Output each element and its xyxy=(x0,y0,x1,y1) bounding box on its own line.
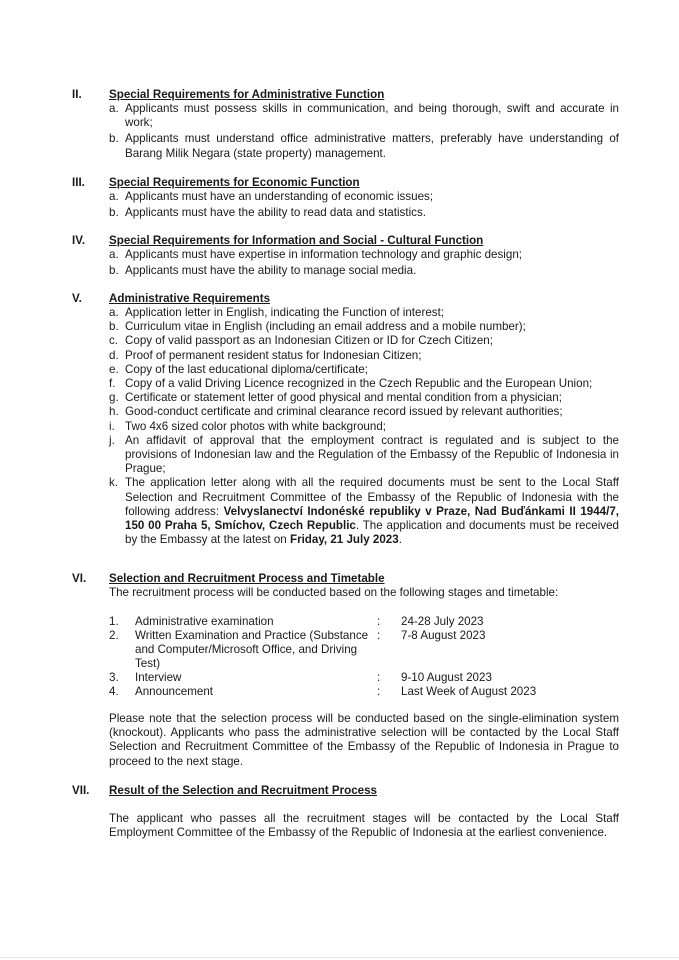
item-text: Copy of a valid Driving Licence recognized in the Czech Republic and the European Union; xyxy=(125,377,593,391)
embassy-address: Velvyslanectví Indonéské republiky v Praze, Nad Buďánkami II 1944/7, 150 00 Praha 5, Smíchov, Czech Republic xyxy=(125,504,619,533)
section-number: V. xyxy=(72,292,82,305)
section-number: III. xyxy=(72,176,85,189)
section-number: VI. xyxy=(72,572,87,585)
stage-name: Interview xyxy=(135,671,182,684)
stage-name: Administrative examination xyxy=(135,615,274,628)
stage-separator: : xyxy=(377,629,381,642)
item-text: Copy of valid passport as an Indonesian Citizen or ID for Czech Citizen; xyxy=(125,334,493,348)
item-letter: d. xyxy=(109,348,119,362)
stage-number: 4. xyxy=(109,685,119,698)
stage-separator: : xyxy=(377,615,381,628)
list-item xyxy=(109,391,619,405)
list-item xyxy=(109,264,619,278)
item-letter: a. xyxy=(109,306,119,319)
stage-number: 3. xyxy=(109,671,119,684)
list-item xyxy=(109,102,619,130)
page-bottom-edge xyxy=(0,957,679,958)
item-letter: i. xyxy=(109,419,115,433)
item-letter: b. xyxy=(109,264,119,278)
item-letter: e. xyxy=(109,362,119,376)
item-text: Applicants must have the ability to manage social media. xyxy=(125,264,417,278)
item-text: Applicants must have an understanding of economic issues; xyxy=(125,190,434,203)
stage-date: Last Week of August 2023 xyxy=(401,685,537,698)
item-letter: g. xyxy=(109,391,119,405)
list-item xyxy=(109,405,619,419)
item-text: Applicants must understand office administrative matters, preferably have understanding of Barang Milik Negara (state property) management. xyxy=(125,132,619,160)
timetable-row xyxy=(109,685,619,699)
list-item xyxy=(109,363,619,377)
stage-date: 24-28 July 2023 xyxy=(401,615,484,628)
requirement-list xyxy=(109,190,619,220)
item-text: Applicants must have the ability to read data and statistics. xyxy=(125,206,426,220)
section-heading: Special Requirements for Administrative Function xyxy=(109,88,385,101)
item-text: . xyxy=(398,533,402,547)
item-letter: a. xyxy=(109,190,119,203)
stage-number: 2. xyxy=(109,629,119,642)
item-letter: k. xyxy=(109,476,119,490)
list-item xyxy=(109,206,619,220)
result-text: The applicant who passes all the recruitment stages will be contacted by the Local Staff Employment Committee of the Embassy of the Republic of Indonesia at the earliest convenience. xyxy=(109,812,619,840)
item-letter: j. xyxy=(109,433,115,447)
stage-separator: : xyxy=(377,685,381,698)
requirement-list xyxy=(109,306,619,547)
list-item xyxy=(109,248,619,262)
section-heading: Result of the Selection and Recruitment Process xyxy=(109,784,378,797)
section-number: II. xyxy=(72,88,82,101)
stage-name: Written Examination and Practice (Substance and Computer/Microsoft Office, and Driving Test) xyxy=(135,629,369,671)
list-item xyxy=(109,190,619,204)
section-heading: Special Requirements for Economic Function xyxy=(109,176,360,189)
item-letter: h. xyxy=(109,405,119,419)
item-text: An affidavit of approval that the employment contract is regulated and is subject to the provisions of Indonesian law and the Regulation of the Embassy of the Republic of Indonesia in Prague; xyxy=(125,433,619,476)
item-text: Application letter in English, indicating the Function of interest; xyxy=(125,306,445,319)
deadline-date: Friday, 21 July 2023 xyxy=(289,533,399,547)
item-text: Certificate or statement letter of good physical and mental condition from a physician; xyxy=(125,391,562,405)
item-letter: c. xyxy=(109,334,119,348)
item-text: Good-conduct certificate and criminal clearance record issued by relevant authorities; xyxy=(125,405,563,419)
list-item xyxy=(109,334,619,348)
item-letter: b. xyxy=(109,320,119,334)
item-text: Copy of the last educational diploma/certificate; xyxy=(125,362,368,376)
stage-separator: : xyxy=(377,671,381,684)
item-letter: b. xyxy=(109,132,119,146)
list-item xyxy=(109,476,619,547)
item-letter: f. xyxy=(109,377,116,391)
item-text: Proof of permanent resident status for Indonesian Citizen; xyxy=(125,348,422,362)
requirement-list xyxy=(109,102,619,161)
list-item xyxy=(109,420,619,434)
section-heading: Special Requirements for Information and Social - Cultural Function xyxy=(109,234,484,247)
item-text: Applicants must have expertise in information technology and graphic design; xyxy=(125,248,522,261)
section-heading: Selection and Recruitment Process and Timetable xyxy=(109,572,385,585)
item-text: . The application and documents must be received by the Embassy at the latest on xyxy=(125,519,619,547)
item-letter: a. xyxy=(109,102,119,115)
timetable-row xyxy=(109,615,619,629)
item-text: Curriculum vitae in English (including an email address and a mobile number); xyxy=(125,320,526,334)
item-text: Two 4x6 sized color photos with white background; xyxy=(125,419,387,433)
section-number: IV. xyxy=(72,234,86,247)
list-item xyxy=(109,320,619,334)
timetable-row xyxy=(109,671,619,685)
item-letter: a. xyxy=(109,248,119,261)
list-item xyxy=(109,132,619,160)
item-text: The application letter along with all the required documents must be sent to the Local Staff Selection and Recruitment Committee of the Embassy of the Republic of Indonesia with the following address: xyxy=(125,476,619,518)
section-intro: The recruitment process will be conducted based on the following stages and timetable: xyxy=(109,586,559,599)
item-text: Applicants must possess skills in communication, and being thorough, swift and accurate in work; xyxy=(125,102,619,130)
section-number: VII. xyxy=(72,784,90,797)
stage-name: Announcement xyxy=(135,685,213,698)
requirement-list xyxy=(109,248,619,278)
list-item xyxy=(109,434,619,477)
item-letter: b. xyxy=(109,206,119,220)
section-heading: Administrative Requirements xyxy=(109,292,271,305)
timetable-row xyxy=(109,629,619,671)
stage-date: 7-8 August 2023 xyxy=(401,629,486,642)
list-item xyxy=(109,306,619,320)
timetable xyxy=(109,615,619,699)
list-item xyxy=(109,349,619,363)
list-item xyxy=(109,377,619,391)
selection-note: Please note that the selection process will be conducted based on the single-elimination system (knockout). Applicants who pass the administrative selection will be contacted by the Local Staff Selection and Recruitment Committee of the Embassy of the Republic of Indonesia in Prague to proceed to the next stage. xyxy=(109,712,619,768)
stage-number: 1. xyxy=(109,615,119,628)
stage-date: 9-10 August 2023 xyxy=(401,671,492,684)
